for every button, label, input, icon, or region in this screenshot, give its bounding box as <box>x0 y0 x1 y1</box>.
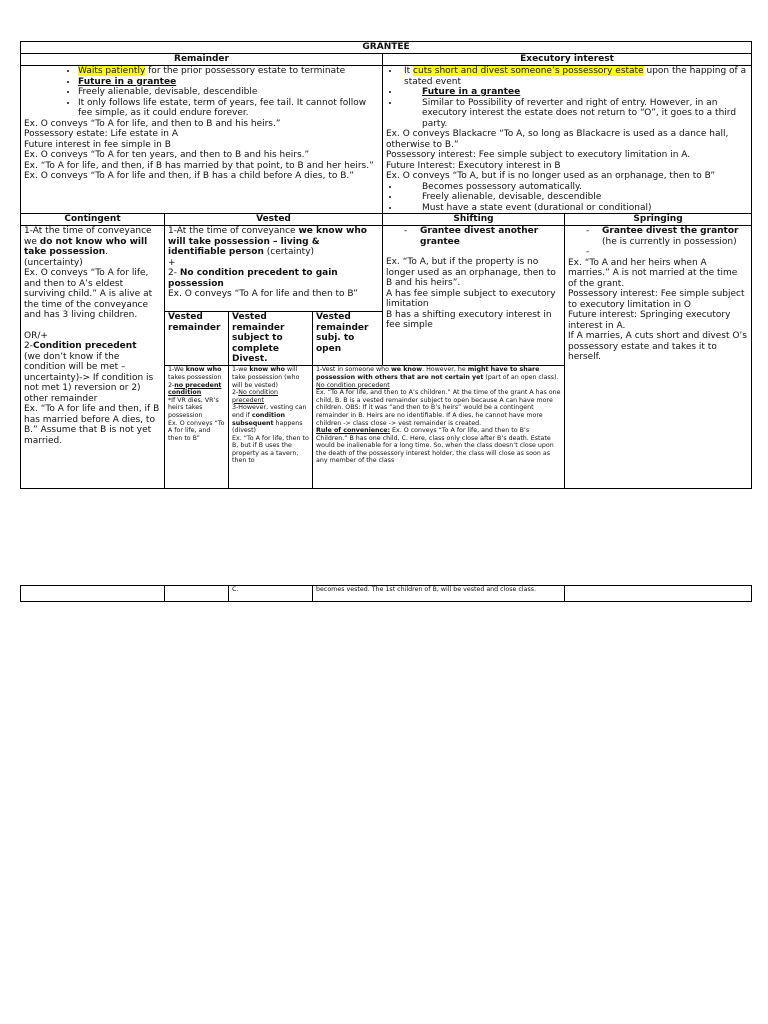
vested-text: 1-At the time of conveyance we know who will take possession – living & identifiable person (certainty) <box>168 226 367 257</box>
vrsto-text: Rule of convenience: Ex. O conveys “To A for life, and then to B’s Children.” B has one child, C. Here, class only close after B’s death. Estate would be inalienable for a long time. So, when the class doesn’t close upon the death of the possessory interest holder, the class will close as soon as any member of the class <box>316 427 554 465</box>
vested-remainder-header: Vested remainder <box>165 312 229 366</box>
list-item <box>602 247 748 258</box>
vrscd-text: 2-No condition precedent <box>232 389 278 404</box>
shifting-cell <box>383 226 565 366</box>
vested-text: Ex. O conveys “To A for life and then to B” <box>168 289 358 299</box>
contingent-text: (we don’t know if the condition will be met – uncertainty)-> If condition is not met 1) reversion or 2) other remainder <box>24 351 154 404</box>
shifting-header: Shifting <box>383 214 565 226</box>
vested-remainder-open-header: Vested remainder subj. to open <box>313 312 383 366</box>
contingent-text: Ex. O conveys “To A for life, and then to A’s eldest surviving child.” A is alive at the time of the conveyance and has 3 living children. <box>24 268 153 320</box>
springing-text: Ex. “To A and her heirs when A marries.” A is not married at the time of the grant. <box>568 257 738 289</box>
springing-header: Springing <box>565 214 752 226</box>
springing-text: Possessory interest: Fee simple subject to executory limitation in O <box>568 289 745 310</box>
contingent-text: Ex. “To A for life and then, if B has married before A dies, to B.” Assume that B is not yet married. <box>24 404 160 446</box>
vested-remainder-divest-header: Vested remainder subject to complete Divest. <box>229 312 313 366</box>
list-item: • Similar to Possibility of reverter and right of entry. However, in an executory interest the estate does not return to “O”, it goes to a third party. <box>400 98 748 130</box>
contingent-cell <box>21 226 165 489</box>
springing-cell <box>565 226 752 489</box>
springing-text: If A marries, A cuts short and divest O’s possessory estate and takes it to herself. <box>568 331 747 362</box>
vrscd-text: Ex. “To A for life, then to B, but if B uses the property as a tavern, then to <box>232 434 309 465</box>
remainder-line: Ex. O conveys “To A for life and then, if B has a child before A dies, to B.” <box>24 171 354 181</box>
list-item: • Future in a grantee <box>400 87 748 98</box>
remainder-line: Possessory estate: Life estate in A <box>24 129 179 139</box>
remainder-line: Ex. O conveys “To A for life, and then to B and his heirs.” <box>24 118 281 129</box>
list-item: • Freely alienable, devisable, descendible <box>400 192 748 203</box>
list-item: • Freely alienable, devisable, descendible <box>78 87 379 98</box>
vested-cell <box>165 226 383 312</box>
contingent-text: 1-At the time of conveyance we do not know who will take possession. <box>24 226 152 257</box>
springing-dashlist <box>568 226 748 258</box>
list-item: • It cuts short and divest someone’s possessory estate upon the happing of a stated event <box>400 66 748 87</box>
executory-cell <box>383 66 752 214</box>
executory-line: Future Interest: Executory interest in B <box>386 160 561 171</box>
vr-text: 2-no precedent condition <box>168 381 222 397</box>
list-item: - Grantee divest the grantor (he is currently in possession) <box>602 226 748 247</box>
remainder-line: Ex. “To A for life, and then, if B has married by that point, to B and her heirs.” <box>24 160 374 171</box>
shifting-text: A has fee simple subject to executory limitation <box>386 288 556 309</box>
list-item: • Waits patiently for the prior possessory estate to terminate <box>78 66 379 77</box>
shifting-text: Ex. “To A, but if the property is no longer used as an orphanage, then to B and his heirs”. <box>386 257 556 288</box>
cont-cell-empty <box>165 586 229 602</box>
remainder-bullets <box>24 66 379 119</box>
list-item: • It only follows life estate, term of years, fee tail. It cannot follow fee simple, as it could endure forever. <box>78 98 379 119</box>
contingent-header: Contingent <box>21 214 165 226</box>
continuation-table <box>20 585 752 602</box>
vrsto-text: 1-Vest in someone who we know. However, he might have to share possession with others that are not certain yet (part of an open class). No condition precedent <box>316 366 559 389</box>
vested-text: + <box>168 257 176 268</box>
executory-header: Executory interest <box>383 54 752 66</box>
shifting-dashlist <box>386 226 561 247</box>
vr-text: Ex. O conveys “To A for life, and then to B” <box>168 419 225 442</box>
springing-text: Future interest: Springing executory interest in A. <box>568 310 731 331</box>
cont-cell-vrscd: C. <box>229 586 313 602</box>
vr-text: 1-We know who takes possession <box>168 366 222 381</box>
executory-line: Ex. O conveys “To A, but if is no longer used as an orphanage, then to B” <box>386 171 715 181</box>
cont-cell-empty <box>565 586 752 602</box>
remainder-cell <box>21 66 383 214</box>
vested-header: Vested <box>165 214 383 226</box>
cont-cell-vrsto: becomes vested. The 1st children of B, will be vested and close class. <box>313 586 565 602</box>
shifting-text: B has a shifting executory interest in fee simple <box>386 309 552 330</box>
remainder-header: Remainder <box>21 54 383 66</box>
list-item: • Must have a state event (durational or conditional) <box>400 203 748 214</box>
vrscd-text: 3-However, vesting can end if condition subsequent happens (divest) <box>232 404 307 435</box>
remainder-line: Future interest in fee simple in B <box>24 139 171 150</box>
vested-remainder-divest-cell <box>229 366 313 489</box>
vr-text: *If VR dies, VR’s heirs takes possession <box>168 396 219 419</box>
contingent-text: 2-Condition precedent <box>24 341 137 351</box>
list-item: • Becomes possessory automatically. <box>400 182 748 193</box>
list-item: - Grantee divest another grantee <box>420 226 561 247</box>
remainder-line: Ex. O conveys “To A for ten years, and then to B and his heirs.” <box>24 150 310 160</box>
cont-cell-empty <box>21 586 165 602</box>
vested-remainder-open-cell <box>313 366 565 489</box>
grantee-table <box>20 41 752 489</box>
vested-remainder-cell <box>165 366 229 489</box>
executory-bullets <box>386 66 748 129</box>
executory-line: Possessory interest: Fee simple subject to executory limitation in A. <box>386 150 691 160</box>
table-title: GRANTEE <box>21 42 752 54</box>
contingent-text: (uncertainty) <box>24 257 83 268</box>
vrscd-text: 1-we know who will take possession (who will be vested) <box>232 366 300 389</box>
vrsto-text: Ex. “To A for life, and then to A’s children.” At the time of the grant A has one child, B. B is a vested remainder subject to open because A can have more children. OBS: If it was “and then to B’s heirs” would be a contingent remainder in B. Heirs are no identifiable. If A dies, he cannot have more children -> class close -> vest remainder is created. <box>316 389 561 427</box>
vested-text: 2- No condition precedent to gain possession <box>168 268 338 289</box>
executory-line: Ex. O conveys Blackacre “To A, so long as Blackacre is used as a dance hall, otherwise to B.” <box>386 129 729 150</box>
executory-bullets-2 <box>386 182 748 214</box>
contingent-text: OR/+ <box>24 330 48 341</box>
list-item: • Future in a grantee <box>78 77 379 88</box>
